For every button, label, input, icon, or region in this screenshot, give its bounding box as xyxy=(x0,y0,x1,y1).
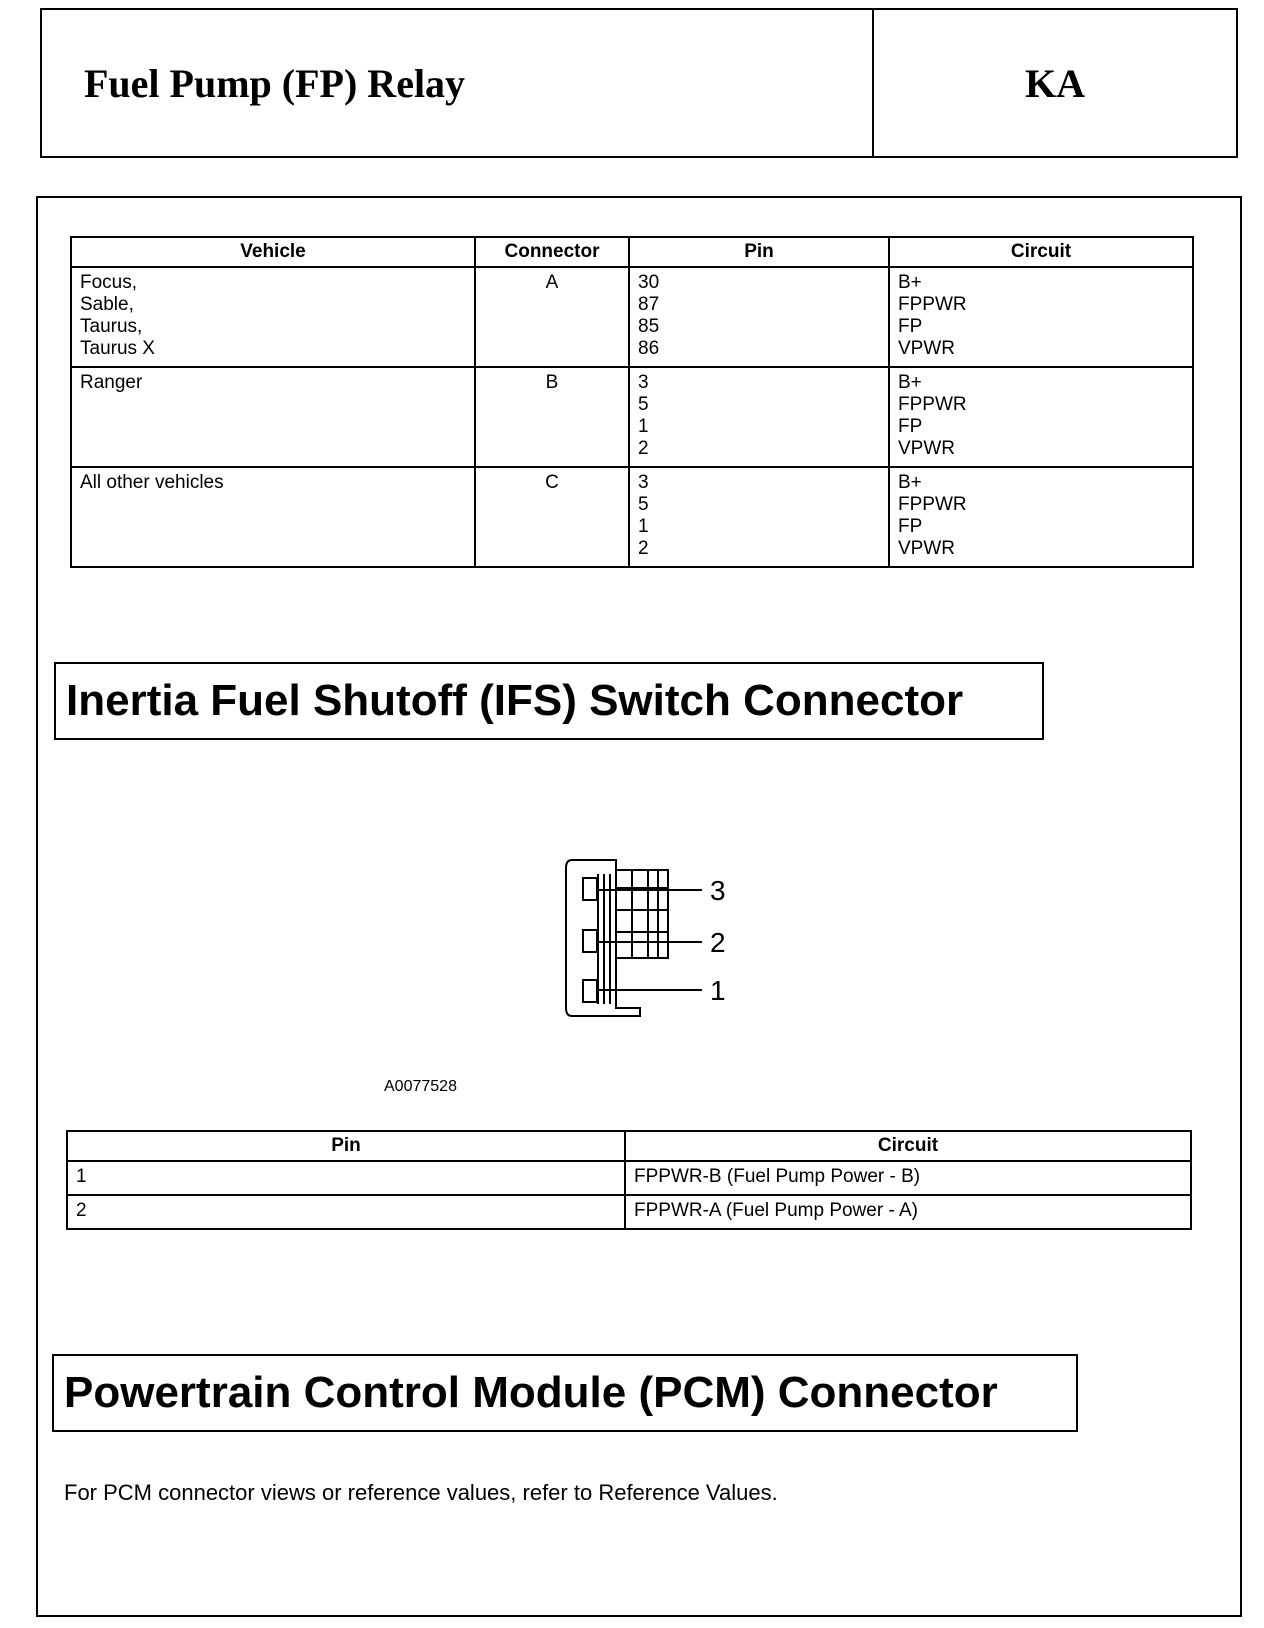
circuit-name: VPWR xyxy=(898,538,955,559)
pin-cell xyxy=(629,367,889,467)
pin-number: 1 xyxy=(638,516,649,537)
vehicle-name: Taurus X xyxy=(80,338,155,359)
pin-number: 85 xyxy=(638,316,660,337)
table-row xyxy=(67,1195,1191,1229)
circuit-name: FP xyxy=(898,516,923,537)
circuit-cell xyxy=(889,467,1193,567)
pin-number: 2 xyxy=(638,438,649,459)
table-header-row xyxy=(67,1131,1191,1161)
circuit-name: FP xyxy=(898,316,923,337)
circuit-name: VPWR xyxy=(898,338,955,359)
figure-pin-label: 3 xyxy=(710,875,726,906)
page-header xyxy=(40,8,1238,158)
ifs-connector-icon xyxy=(558,858,738,1018)
column-header-circuit: Circuit xyxy=(889,237,1193,267)
table-header-row xyxy=(71,237,1193,267)
vehicle-name: Taurus, xyxy=(80,316,143,337)
column-header-circuit: Circuit xyxy=(625,1131,1191,1161)
circuit-name: B+ xyxy=(898,372,922,393)
pin-number: 5 xyxy=(638,494,649,515)
vehicle-name: Ranger xyxy=(80,372,143,393)
table-row xyxy=(71,467,1193,567)
ifs-section-title: Inertia Fuel Shutoff (IFS) Switch Connector xyxy=(54,662,1044,740)
vehicle-name: Focus, xyxy=(80,272,138,293)
pin-number: 3 xyxy=(638,472,649,493)
vehicle-cell xyxy=(71,467,475,567)
column-header-vehicle: Vehicle xyxy=(71,237,475,267)
figure-pin-label: 1 xyxy=(710,975,726,1006)
vehicle-cell xyxy=(71,267,475,367)
circuit-name: FPPWR xyxy=(898,394,967,415)
connector-cell: C xyxy=(475,467,629,567)
pin-number: 1 xyxy=(638,416,649,437)
vehicle-name: All other vehicles xyxy=(80,472,224,493)
table-row xyxy=(71,367,1193,467)
pin-number: 2 xyxy=(638,538,649,559)
table-row xyxy=(67,1161,1191,1195)
pcm-section-title: Powertrain Control Module (PCM) Connector xyxy=(52,1354,1078,1432)
ifs-pinout-table xyxy=(66,1130,1192,1230)
circuit-name: FPPWR xyxy=(898,494,967,515)
pin-number: 3 xyxy=(638,372,649,393)
pin-number: 86 xyxy=(638,338,660,359)
column-header-pin: Pin xyxy=(629,237,889,267)
circuit-name: FPPWR xyxy=(898,294,967,315)
pin-number: 30 xyxy=(638,272,660,293)
circuit-cell xyxy=(889,367,1193,467)
component-code: KA xyxy=(1025,60,1085,106)
circuit-name: FP xyxy=(898,416,923,437)
circuit-cell: FPPWR-A (Fuel Pump Power - A) xyxy=(625,1195,1191,1229)
content-panel xyxy=(36,196,1242,1617)
table-row xyxy=(71,267,1193,367)
circuit-cell: FPPWR-B (Fuel Pump Power - B) xyxy=(625,1161,1191,1195)
fp-relay-pinout-table xyxy=(70,236,1194,568)
circuit-name: B+ xyxy=(898,472,922,493)
connector-cell: B xyxy=(475,367,629,467)
vehicle-cell xyxy=(71,367,475,467)
circuit-name: B+ xyxy=(898,272,922,293)
column-header-connector: Connector xyxy=(475,237,629,267)
circuit-name: VPWR xyxy=(898,438,955,459)
pin-cell: 1 xyxy=(67,1161,625,1195)
vehicle-name: Sable, xyxy=(80,294,134,315)
pcm-reference-note: For PCM connector views or reference values, refer to Reference Values. xyxy=(64,1480,778,1505)
pin-cell: 2 xyxy=(67,1195,625,1229)
pin-cell xyxy=(629,267,889,367)
column-header-pin: Pin xyxy=(67,1131,625,1161)
page-title: Fuel Pump (FP) Relay xyxy=(42,10,874,156)
pin-cell xyxy=(629,467,889,567)
circuit-cell xyxy=(889,267,1193,367)
pin-number: 5 xyxy=(638,394,649,415)
figure-reference-code: A0077528 xyxy=(384,1078,457,1095)
figure-pin-label: 2 xyxy=(710,927,726,958)
pin-number: 87 xyxy=(638,294,660,315)
connector-cell: A xyxy=(475,267,629,367)
